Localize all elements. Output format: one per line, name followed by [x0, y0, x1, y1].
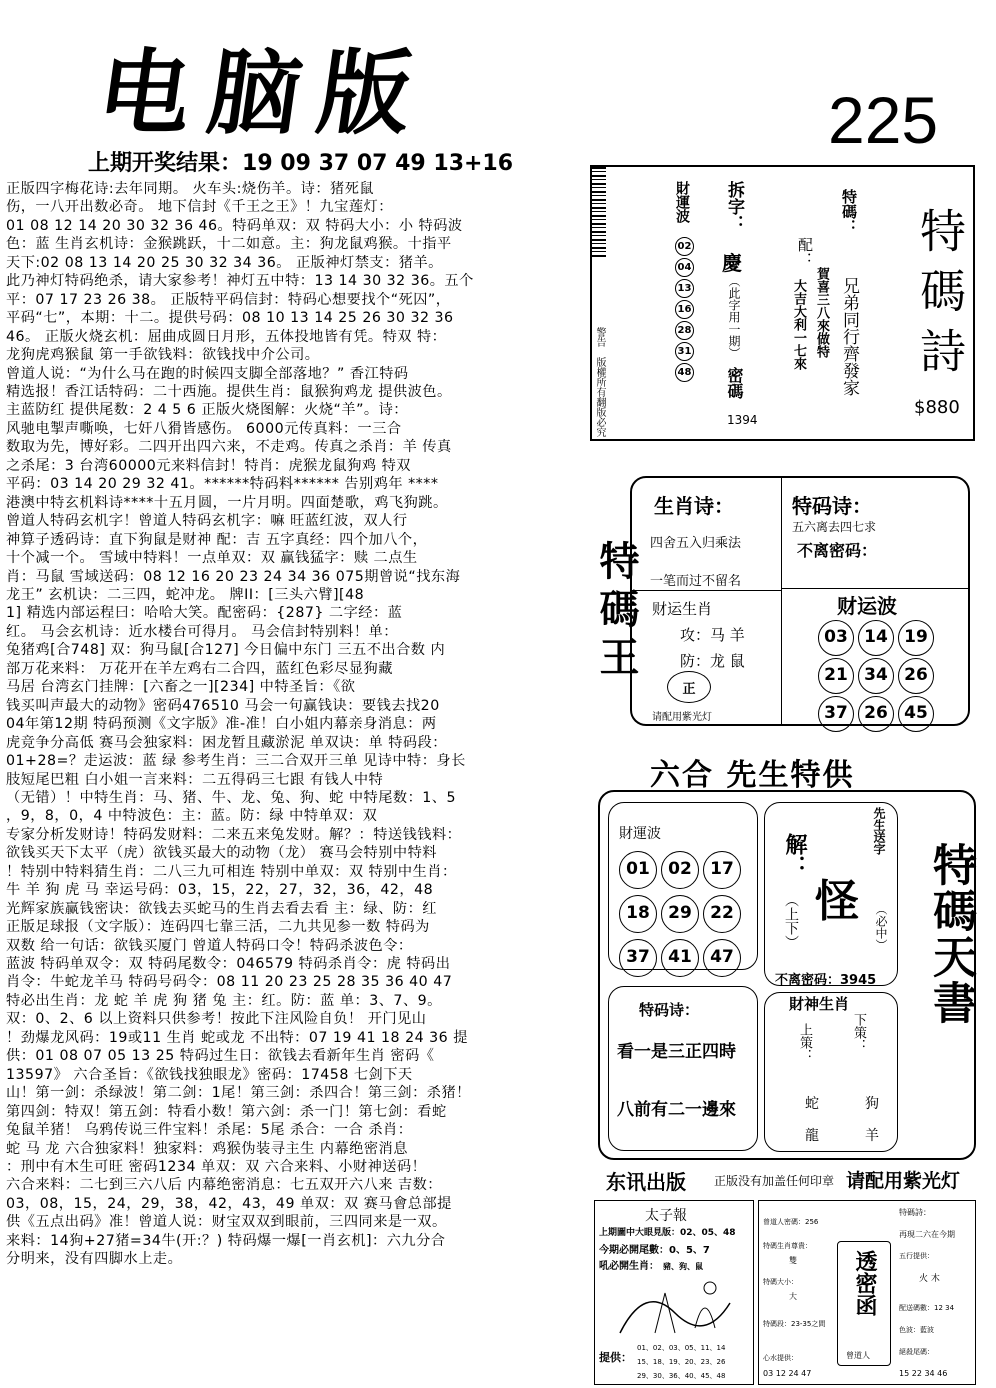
taizi-line-1: 上期圖中大眼見版：02、05、48 — [599, 1228, 736, 1238]
issue-number: 225 — [828, 83, 939, 157]
body-line: 部万花来料： 万花开在羊左鸡右二合四，蓝红色彩尽显狗藏 — [6, 660, 393, 677]
wave-ball: 02 — [661, 851, 699, 889]
body-line: 风驰电掣声嘶唤，七奸八猾皆感伤。 6000元传真料：一三合 — [6, 420, 402, 437]
wave-ball: 14 — [858, 620, 894, 656]
body-line: ，9，8，0，4 中特波色：主：蓝。防：绿 中特单双：双 — [6, 808, 378, 825]
publisher: 东讯出版 — [606, 1170, 686, 1194]
body-line: 肖：马鼠 雪域送码：08 12 16 20 23 24 34 36 075期曾说“找东海 — [6, 568, 461, 585]
body-line: 兔鼠羊猪！ 乌鸦传说三件宝料！杀尾：5尾 杀合：一合 杀肖： — [6, 1122, 413, 1139]
body-line: 分明来，没有四脚水上走。 — [6, 1251, 183, 1268]
chaizi-label: 拆字： — [724, 181, 744, 232]
body-line: 欲钱买天下太平（虎）欲钱买最大的动物（龙） 赛马会特别中特料 — [6, 845, 437, 862]
body-line: 03，08，15，24，29，38，42，43，49 单双：双 赛马會总部提 — [6, 1195, 452, 1212]
shang-value-1: 蛇 — [805, 1096, 819, 1112]
last-result-numbers: 19 09 37 07 49 13+16 — [242, 151, 514, 176]
taizi-line-3 — [599, 1257, 703, 1272]
tomi-box — [837, 1241, 891, 1366]
wave-ball: 34 — [858, 658, 894, 694]
chaizi-note: （此字用一期） — [727, 275, 741, 359]
body-line: 双数 给一句话：欲钱买厦门 曾道人特码口令！特码杀波色令： — [6, 937, 413, 954]
tema-label: 特碼： — [840, 189, 858, 234]
king-panel — [630, 476, 970, 726]
body-line: 龙王” 玄机诀：二三四，蛇冲龙。 牌II：[三头六臂][48 — [6, 586, 365, 603]
body-line: 马居 台湾玄门挂牌：[六畜之一][234] 中特圣旨：《欲 — [6, 679, 356, 696]
body-line: ！特别中特料猜生肖：二八三九可相连 特别中单双：双 特别中生肖： — [6, 863, 457, 880]
body-line: 13597》 六合圣旨：《欲钱找独眼龙》密码：17458 七剑下天 — [6, 1066, 413, 1083]
stamp-text: 正 — [682, 681, 696, 697]
taizi-provide-nums-2: 15、18、19、20、23、26 — [637, 1358, 726, 1366]
wave-ball: 37 — [619, 939, 657, 977]
tomi-l1: 曾道人密碼：256 — [763, 1218, 819, 1226]
body-line: 天下:02 08 13 14 20 25 30 32 34 36。 正版神灯禁支：猪羊。 — [6, 254, 443, 271]
jie-sub: （上下） — [783, 893, 799, 949]
body-line: 平码：03 14 20 29 32 41。******特码料****** 告别鸡年 **** — [6, 476, 439, 493]
poem-line-2: 賀喜三八來做特 — [814, 267, 829, 358]
king-wave-title: 财运波 — [837, 594, 897, 618]
body-line: 之杀尾：3 台湾60000元来料信封！特肖：虎猴龙鼠狗鸡 特双 — [6, 457, 411, 474]
body-line: 色：蓝 生肖玄机诗：金猴跳跃，十二如意。主：狗龙鼠鸡猴。十指平 — [6, 236, 452, 253]
body-line: 1] 精选内部运程曰：哈哈大笑。配密码：{287} 二字经：蓝 — [6, 605, 403, 622]
body-line: 主蓝防红 提供尾数：2 4 5 6 正版火烧图解：火烧“羊”。诗： — [6, 402, 408, 419]
wave-ball: 17 — [703, 851, 741, 889]
liuhe-side-title: 特碼天書 — [925, 842, 976, 1026]
tomi-r2: 再現二六在今期 — [899, 1230, 955, 1239]
liuhe-panel — [598, 790, 976, 1160]
wave-ball: 01 — [619, 851, 657, 889]
body-line: 平码“七”，本期：十二。提供号码：08 10 13 14 25 26 30 32 36 — [6, 310, 454, 327]
body-line: ！劲爆龙风码：19或11 生肖 蛇或龙 不出特：07 19 41 18 24 36 提 — [6, 1029, 468, 1046]
wave-ball: 02 — [675, 237, 694, 256]
body-line: 此乃神灯特码绝杀，请大家参考！神灯五中特：13 14 30 32 36。五个 — [6, 273, 474, 290]
body-line: 04年第12期 特码预测《文字版》准-准！白小姐内幕亲身消息：两 — [6, 716, 437, 733]
attack-zodiac: 攻：马 羊 — [680, 626, 745, 644]
tema-poem-title: 特码诗： — [792, 494, 872, 518]
defend-zodiac: 防：龙 鼠 — [680, 652, 745, 670]
body-line: 曾道人特码玄机字！曾道人特码玄机字：嘛 旺蓝红波，双人行 — [6, 513, 408, 530]
body-line: 山！第一剑：杀绿波！第二剑：1尾！第三剑：杀四合！第三剑：杀猪！ — [6, 1085, 471, 1102]
tomi-r5: 配送碼數：12 34 — [899, 1304, 955, 1312]
body-line: 双：0、2、6 以上资料只供参考！按此下注风险自负！ 开门见山 — [6, 1011, 427, 1028]
caishen-box — [764, 992, 898, 1152]
body-line: 红。 马会玄机诗：近水楼台可得月。 马会信封特别料！单： — [6, 623, 398, 640]
liuhe-poem-line-2: 八前有二一邊來 — [617, 1100, 736, 1120]
taizi-line-3-label: 吼必開生肖： — [599, 1261, 659, 1272]
wave-label: 財運波 — [674, 181, 690, 223]
tomi-r7: 絕殺尾碼： — [899, 1348, 934, 1356]
body-line: 六合来料：二七到三六八后 内幕绝密消息：七五双开六八来 吉数： — [6, 1177, 442, 1194]
publisher-warning: 正版没有加盖任何印章 — [714, 1174, 835, 1188]
main-text-column — [6, 180, 586, 1385]
body-line: 港澳中特玄机料诗****十五月圆，一片月明。四面楚歌，鸡飞狗跳。 — [6, 494, 448, 511]
body-line: 来料：14狗+27猪=34牛(开:？) 特码爆一爆[一肖玄机]：六九分合 — [6, 1232, 446, 1249]
copyright-note: 版權所有翻版必究 — [594, 357, 605, 437]
tomi-l5: 大 — [789, 1292, 797, 1301]
tomi-panel — [758, 1200, 976, 1385]
zodiac-poem-line-1: 四舍五入归乘法 — [650, 536, 742, 551]
taizi-title: 太子報 — [645, 1208, 687, 1224]
wave-ball: 41 — [661, 939, 699, 977]
body-line: 01+28=？走运波：蓝 绿 参考生肖：三二合双开三单 见诗中特：身长 — [6, 753, 466, 770]
liuhe-wave-balls — [619, 851, 739, 977]
body-line: 专家分析发财诗！特码发财料：二来五来兔发财。解？：特送钱钱料： — [6, 826, 462, 843]
body-line: 牛 羊 狗 虎 马 幸运号码：03，15，22，27，32，36，42，48 — [6, 882, 434, 899]
chaizi-code: 密碼 — [725, 367, 744, 399]
body-line: 数取为先，博好彩。二四开出四六来，不走鸡。传真之杀肖：羊 传真 — [6, 439, 452, 456]
body-line: 精选报！香江话特码：二十西施。提供生肖：鼠猴狗鸡龙 提供波色。 — [6, 383, 452, 400]
body-line: 46。 正版火烧玄机：屈曲成圆日月形，五体投地皆有凭。特双 特： — [6, 328, 447, 345]
body-line: 光辉家族赢钱密诀：欲钱去买蛇马的生肖去看去看 主：绿、防：红 — [6, 900, 437, 917]
page-title: 电脑版 — [91, 39, 437, 147]
wave-ball: 18 — [619, 895, 657, 933]
fortune-zodiac-title: 财运生肖 — [652, 600, 713, 618]
wave-ball: 26 — [898, 658, 934, 694]
tomi-r4: 火 木 — [919, 1274, 940, 1284]
xiansheng-note: （必中） — [874, 903, 888, 951]
shang-value-2: 龍 — [805, 1128, 819, 1144]
body-line: 十个减一个。 雪域中特料！一点单双：双 赢钱猛字：赎 二点生 — [6, 550, 418, 567]
body-line: 第四剑：特双！第五剑：特看小数！第六剑：杀一门！第七剑：看蛇 — [6, 1103, 447, 1120]
landscape-illustration — [615, 1273, 735, 1341]
last-result — [88, 146, 513, 177]
body-line: 平：07 17 23 26 38。 正版特平码信封：特码心想要找个“死囚”， — [6, 291, 451, 308]
tema-poem-line-1: 五六离去四七求 — [792, 520, 877, 534]
tomi-l2: 特碼生肖尊貴： — [763, 1242, 812, 1250]
wave-ball: 29 — [661, 895, 699, 933]
wave-ball: 45 — [898, 696, 934, 732]
pei-label: 配： — [796, 237, 814, 267]
poem-price: $880 — [914, 397, 960, 418]
body-line: 特必出生肖：龙 蛇 羊 虎 狗 猪 兔 主：红。防：蓝 单：3、7、9。 — [6, 992, 442, 1009]
poem-line-3: 大吉大利一七來 — [791, 279, 806, 370]
body-line: 虎竞争分高低 赛马会独家料：困龙暂且藏淤泥 单双诀：单 特码段： — [6, 734, 447, 751]
wave-ball: 21 — [818, 658, 854, 694]
taizi-provide-nums-1: 01、02、03、05、11、14 — [637, 1344, 726, 1352]
body-line: 肖令：牛蛇龙羊马 特码号码令：08 11 20 23 25 28 35 36 40 47 — [6, 974, 453, 991]
body-line: 正版足球报（文字版）：连码四七靠三活，二九共见参一数 特码为 — [6, 919, 430, 936]
body-line: 兔猪鸡[合748] 双：狗马鼠[合127] 今日偏中东门 三五不出合数 内 — [6, 642, 446, 659]
body-line: 曾道人说：“为什么马在跑的时候四支脚全部落地？” 香江特码 — [6, 365, 409, 382]
tomi-l4: 特碼大小： — [763, 1278, 798, 1286]
tomi-box-sub: 曾道人 — [846, 1351, 870, 1360]
wave-ball: 16 — [675, 300, 694, 319]
king-side-label: 特碼王 — [593, 540, 639, 684]
xia-value-2: 羊 — [865, 1128, 879, 1144]
liuhe-title: 六合 先生特供 — [650, 758, 855, 793]
body-line: 01 08 12 14 20 30 32 36 46。特码单双：双 特码大小：小 特码波 — [6, 217, 463, 234]
jie-label: 解： — [782, 833, 807, 877]
wave-ball: 31 — [675, 342, 694, 361]
liuhe-poem-line-1: 看一是三正四時 — [617, 1042, 736, 1062]
wave-ball: 03 — [818, 620, 854, 656]
body-line: 蓝波 特码单双令：双 特码尾数令：046579 特码杀肖令：虎 特码出 — [6, 956, 451, 973]
xia-label: 下策： — [851, 1013, 866, 1052]
taizi-line-3-value: 豬、狗、鼠 — [663, 1262, 703, 1271]
chaizi-code-number: 1394 — [727, 413, 758, 427]
wave-ball: 13 — [675, 279, 694, 298]
poem-line-1: 兄弟同行齊發家 — [839, 277, 859, 396]
zodiac-poem-line-2: 一笔而过不留名 — [650, 574, 742, 589]
shang-label: 上策： — [797, 1023, 812, 1062]
caishen-title: 財神生肖 — [789, 995, 850, 1013]
liuhe-wave-box — [608, 802, 758, 970]
tomi-r6: 色波：藍波 — [899, 1326, 934, 1334]
body-line: 蛇 马 龙 六合独家料！独家料：鸡猴伪装寻主生 内幕绝密消息 — [6, 1140, 408, 1157]
tomi-r3: 五行提供： — [899, 1252, 934, 1260]
tomi-r8: 15 22 34 46 — [899, 1369, 948, 1378]
liuhe-wave-title: 財運波 — [619, 826, 661, 842]
jie-box — [764, 802, 898, 986]
zodiac-poem-title: 生肖诗： — [654, 494, 734, 518]
jie-char: 怪 — [815, 876, 859, 927]
wave-ball: 47 — [703, 939, 741, 977]
body-line: 龙狗虎鸡猴鼠 第一手欲钱料：欲钱找中介公司。 — [6, 347, 320, 364]
body-line: 神算子透码诗：直下狗鼠是财神 配：吉 五字真经：四个加八个， — [6, 531, 428, 548]
wave-ball: 26 — [858, 696, 894, 732]
tomi-l3: 雙 — [789, 1256, 797, 1265]
tema-poem-line-2: 不离密码： — [797, 541, 878, 560]
wave-balls — [675, 235, 694, 384]
body-line: （无错）！中特生肖：马、猪、牛、龙、兔、狗、蛇 中特尾数：1、5 — [6, 789, 457, 806]
xiansheng-label: 先生送字 — [872, 807, 886, 855]
king-wave-balls — [818, 620, 934, 732]
liuhe-code: 不离密码：3945 — [775, 973, 877, 988]
taizi-provide-nums-3: 29、30、36、40、45、48 — [637, 1372, 726, 1380]
body-line: 钱买叫声最大的动物》密码476510 马会一句赢钱诀：要钱去找20 — [6, 697, 440, 714]
poem-panel-label: 特碼詩 — [913, 207, 967, 387]
tomi-r1: 特碼詩： — [899, 1208, 931, 1217]
tomi-l7: 心水提供： — [763, 1354, 798, 1362]
uv-note: 请配用紫光灯 — [846, 1170, 961, 1192]
body-line: ：刑中有木生可旺 密码1234 单双：双 六合来料、小财神送码！ — [6, 1159, 427, 1176]
wave-ball: 48 — [675, 363, 694, 382]
tema-poem-panel — [590, 165, 975, 441]
taizi-line-2: 今期必開尾數：0、5、7 — [599, 1245, 710, 1256]
liuhe-poem-title: 特码诗： — [639, 1001, 700, 1019]
wave-ball: 22 — [703, 895, 741, 933]
wave-ball: 19 — [898, 620, 934, 656]
stamp-seal — [667, 671, 711, 703]
taizi-provide-label: 提供： — [599, 1351, 632, 1364]
body-line: 肢短尾巴粗 白小姐一言来料：二五得码三七跟 有钱人中特 — [6, 771, 384, 788]
tomi-box-char: 透密函 — [852, 1250, 878, 1316]
tomi-l6: 特碼段：23-35之間 — [763, 1320, 826, 1328]
xia-value-1: 狗 — [865, 1096, 879, 1112]
barcode — [592, 167, 606, 257]
taizi-panel — [594, 1200, 754, 1385]
liuhe-poem-box — [608, 986, 758, 1151]
chaizi-char: 慶 — [722, 251, 742, 275]
warning-stamp: 警告 — [594, 327, 605, 347]
body-line: 供《五点出码》准！曾道人说：财宝双双到眼前，三四同来是一双。 — [6, 1214, 447, 1231]
body-line: 伤，一八开出数必奇。 地下信封《千王之王》！九宝莲灯： — [6, 199, 393, 216]
wave-ball: 04 — [675, 258, 694, 277]
tomi-l8: 03 12 24 47 — [763, 1369, 812, 1378]
wave-ball: 28 — [675, 321, 694, 340]
body-line: 供：01 08 07 05 13 25 特码过生日：欲钱去看新年生肖 密码《 — [6, 1048, 435, 1065]
last-result-label: 上期开奖结果： — [88, 151, 243, 176]
stamp-note: 请配用紫光灯 — [652, 712, 712, 723]
wave-ball: 37 — [818, 696, 854, 732]
body-line: 正版四字梅花诗:去年同期。 火车头:烧伤羊。诗：猪死鼠 — [6, 181, 375, 197]
